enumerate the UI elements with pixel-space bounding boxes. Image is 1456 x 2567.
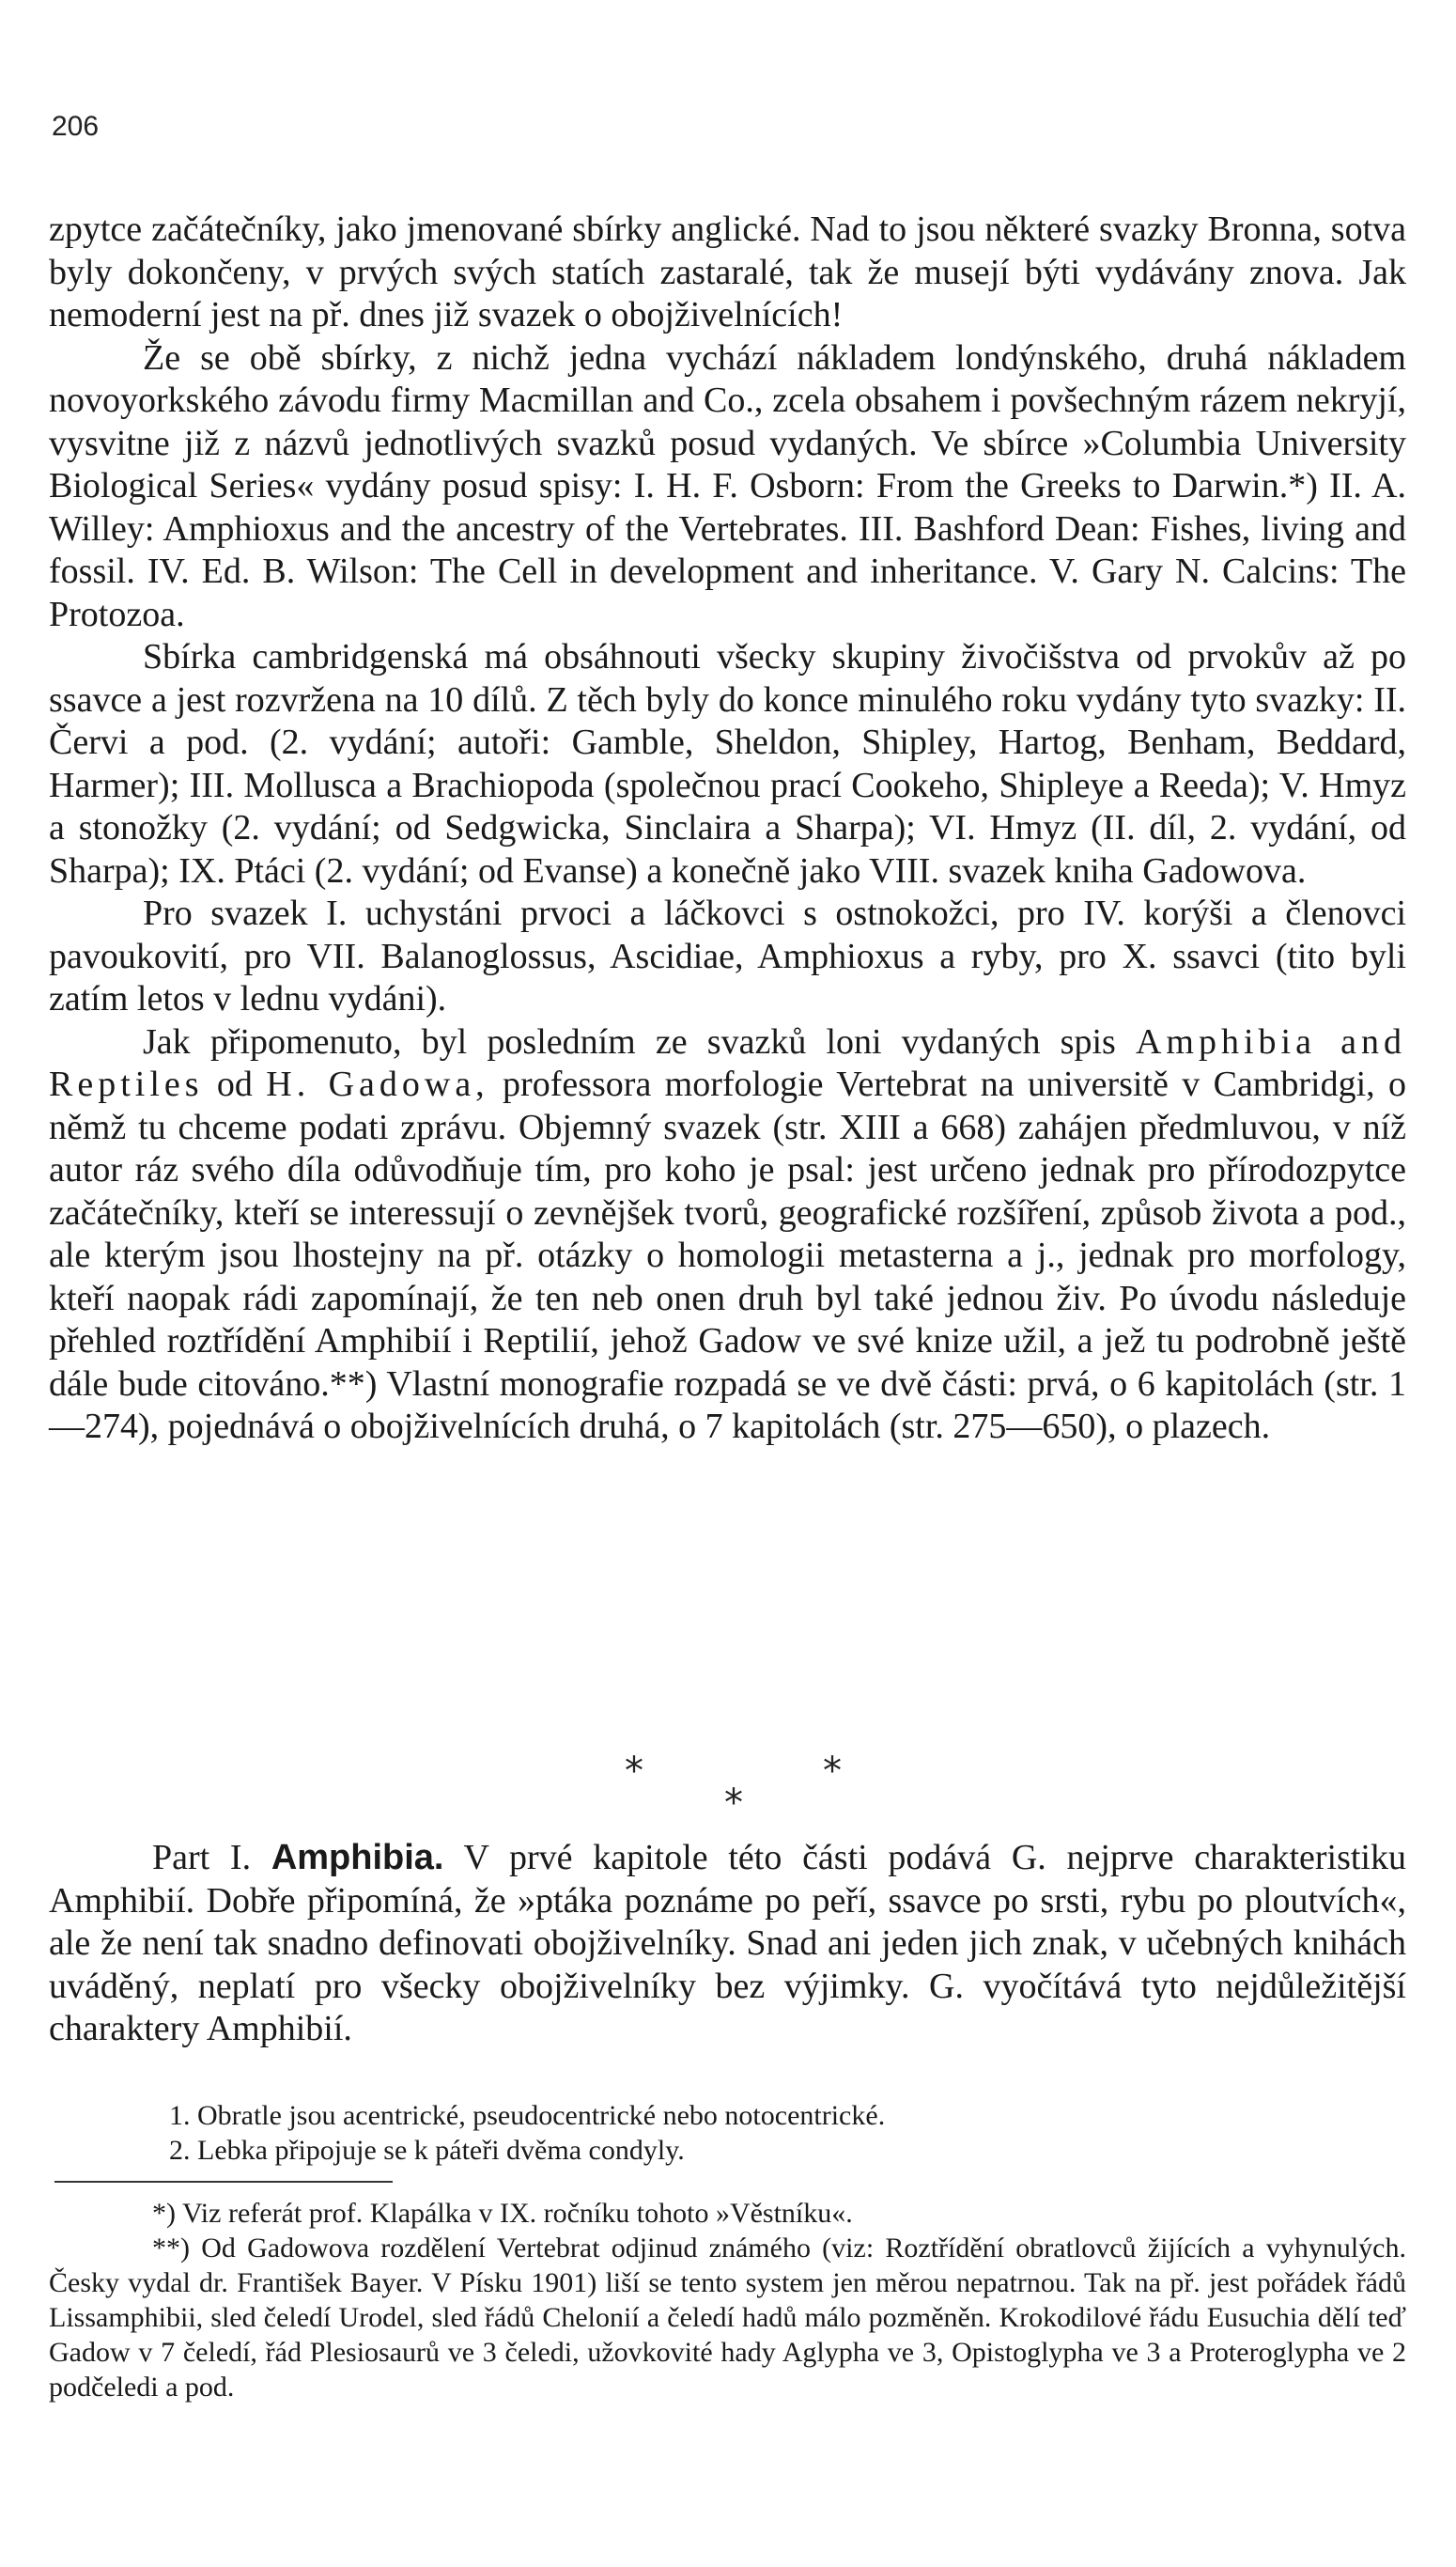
section-divider [0, 1750, 1456, 1825]
divider-star-2: * [823, 1750, 842, 1793]
book-author: H. Gadowa, [266, 1065, 489, 1104]
paragraph-4: Pro svazek I. uchystáni prvoci a láčkovci s ostnokožci, pro IV. korýši a členovci pavoukovití, pro VII. Balanoglossus, Ascidiae, Amphioxus a ryby, pro X. ssavci (tito byli zatím letos v lednu vydáni). [49, 894, 1406, 1019]
paragraph-5 [49, 1021, 1406, 1449]
divider-star-3: * [724, 1781, 743, 1825]
paragraph-1: zpytce začátečníky, jako jmenované sbírky anglické. Nad to jsou některé svazky Bronna, sotva byly dokončeny, v prvých svých statích zastaralé, tak že musejí býti vydávány znova. Jak nemoderní jest na př. dnes již svazek o obojživelnících! [49, 210, 1406, 334]
part-label: Part I. [152, 1838, 252, 1877]
part-title: Amphibia. [271, 1838, 444, 1877]
footnote-2: **) Od Gadowova rozdělení Vertebrat odjinud známého (viz: Roztřídění obratlovců žijících a vyhynulých. Česky vydal dr. František Bayer. V Písku 1901) liší se tento system jen měrou nepatrnou. Tak na př. jest pořádek řádů Lissamphibii, sled čeledí Urodel, sled řádů Chelonií a čeledí hadů málo pozměněn. Krokodilové řádu Eusuchia dělí teď Gadow v 7 čeledí, řád Plesiosaurů ve 3 čeledi, užovkovité hady Aglypha ve 3, Opistoglypha ve 3 a Proteroglypha ve 2 podčeledi a pod. [49, 2233, 1406, 2403]
paragraph-5-from: od [216, 1065, 253, 1104]
paragraph-5-rest: professora morfologie Vertebrat na universitě v Cambridgi, o němž tu chceme podati zprávu. Objemný svazek (str. XIII a 668) zahájen předmluvou, v níž autor ráz svého díla odůvodňuje tím, pro koho je psal: jest určeno jednak pro přírodozpytce začátečníky, kteří se interessují o zevnějšek tvorů, geografické rozšíření, způsob života a pod., ale kterým jsou lhostejny na př. otázky o homologii metasterna a j., jednak pro morfology, kteří naopak rádi zapomínají, že ten neb onen druh byl také jednou živ. Po úvodu následuje přehled roztřídění Amphibií i Reptilií, jehož Gadow ve své knize užil, a jež tu podrobně ještě dále bude citováno.**) Vlastní monografie rozpadá se ve dvě části: prvá, o 6 kapitolách (str. 1—274), pojednává o obojživelnících druhá, o 7 kapitolách (str. 275—650), o plazech. [49, 1065, 1406, 1446]
page-number: 206 [52, 111, 100, 142]
character-list [169, 2098, 1409, 2168]
footnote-1: *) Viz referát prof. Klapálka v IX. ročníku tohoto »Věstníku«. [152, 2198, 853, 2229]
paragraph-5-start: Jak připomenuto, byl posledním ze svazků loni vydaných spis [143, 1021, 1116, 1062]
footnote-rule [54, 2181, 393, 2183]
footnotes [49, 2196, 1406, 2404]
paragraph-2: Že se obě sbírky, z nichž jedna vychází nákladem londýnského, druhá nákladem novoyorkského závodu firmy Macmillan and Co., zcela obsahem i povšechným rázem nekryjí, vysvitne již z názvů jednotlivých svazků posud vydaných. Ve sbírce »Columbia University Biological Series« vydány posud spisy: I. H. F. Osborn: From the Greeks to Darwin.*) II. A. Willey: Amphioxus and the ancestry of the Vertebrates. III. Bashford Dean: Fishes, living and fossil. IV. Ed. B. Wilson: The Cell in development and inheritance. V. Gary N. Calcins: The Protozoa. [49, 337, 1406, 634]
divider-star-1: * [625, 1750, 643, 1793]
paragraph-6-text: V prvé kapitole této části podává G. nejprve charakteristiku Amphibií. Dobře připomíná, že »ptáka poznáme po peří, ssavce po srsti, rybu po ploutvích«, ale že není tak snadno definovati obojživelníky. Snad ani jeden jich znak, v učebných knihách uváděný, neplatí pro všecky obojživelníky bez výjimky. G. vyočítává tyto nejdůležitější charaktery Amphibií. [49, 1838, 1406, 2048]
main-text [49, 209, 1406, 1449]
paragraph-3: Sbírka cambridgenská má obsáhnouti všecky skupiny živočišstva od prvokův až po ssavce a jest rozvržena na 10 dílů. Z těch byly do konce minulého roku vydány tyto svazky: II. Červi a pod. (2. vydání; autoři: Gamble, Sheldon, Shipley, Hartog, Benham, Beddard, Harmer); III. Mollusca a Brachiopoda (společnou prací Cookeho, Shipleye a Reeda); V. Hmyz a stonožky (2. vydání; od Sedgwicka, Sinclaira a Sharpa); VI. Hmyz (II. díl, 2. vydání, od Sharpa); IX. Ptáci (2. vydání; od Evanse) a konečně jako VIII. svazek kniha Gadowova. [49, 637, 1406, 891]
list-item: 2. Lebka připojuje se k páteři dvěma condyly. [169, 2135, 685, 2166]
section-part-one [49, 1837, 1406, 2051]
paragraph-6 [49, 1837, 1406, 2051]
list-item: 1. Obratle jsou acentrické, pseudocentrické nebo notocentrické. [169, 2100, 886, 2131]
book-title: Amphibia and Reptiles [49, 1021, 1406, 1104]
